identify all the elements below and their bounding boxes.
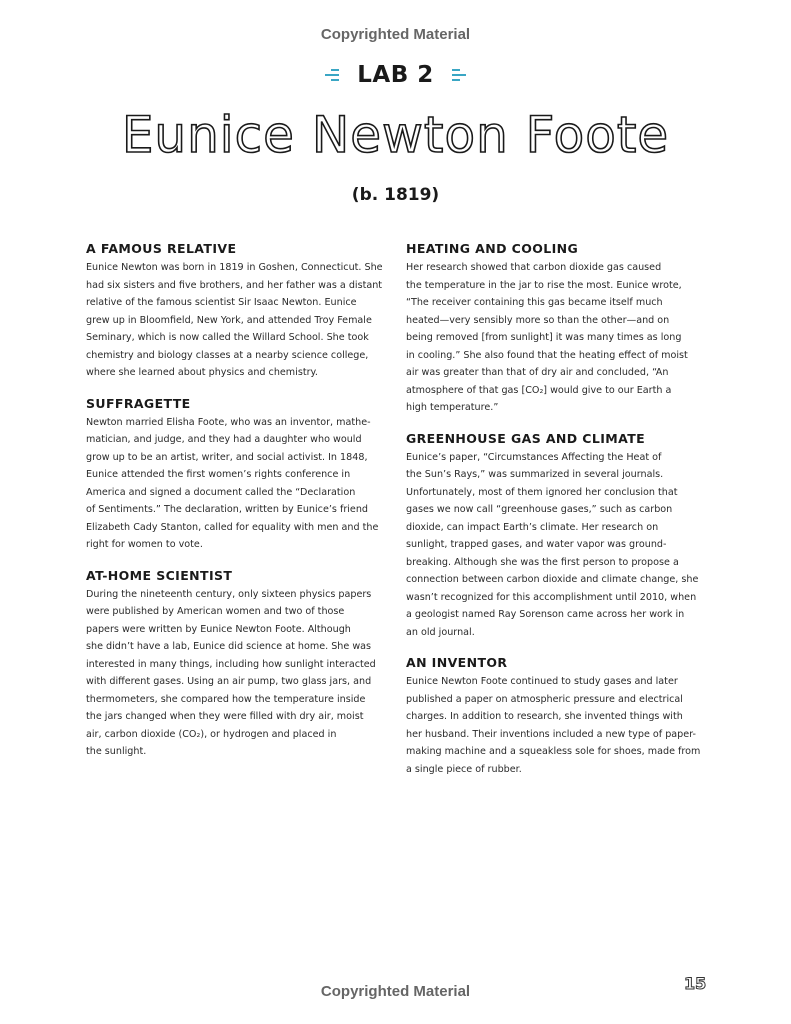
section-heading: HEATING AND COOLING — [406, 241, 579, 256]
decorative-lines-icon — [452, 69, 466, 81]
section-body: Her research showed that carbon dioxide gas caused the temperature in the jar to rise the most. Eunice wrote, “The receiver containing this gas became itself much heated—very sensibly more so than the other—and on being removed [from sunlight] it was many times as long in cooling.” She also found that the heating effect of moist air was greater than that of dry air and concluded, “An atmosphere of that gas [CO₂] would give to our Earth a high temperature.” — [406, 262, 688, 413]
lab-label: LAB 2 — [357, 62, 434, 88]
section-greenhouse-gas — [406, 431, 706, 642]
lab-header — [0, 62, 791, 88]
section-heading: GREENHOUSE GAS AND CLIMATE — [406, 430, 646, 446]
section-an-inventor — [406, 655, 706, 778]
right-column — [406, 241, 706, 792]
section-body: Newton married Elisha Foote, who was an inventor, mathe- matician, and judge, and they had a daughter who would grow up to be an artist, writer, and social activist. In 1848, Eunice attended the first women’s rights conference in America and signed a document called the “Declaration of Sentiments.” The declaration, written by Eunice’s friend Elizabeth Cady Stanton, called for equality with men and the right for women to vote. — [86, 416, 379, 550]
section-heading: A FAMOUS RELATIVE — [86, 241, 237, 256]
birth-year: (b. 1819) — [351, 185, 440, 205]
section-at-home-scientist — [86, 568, 386, 761]
section-body: Eunice Newton was born in 1819 in Goshen, Connecticut. She had six sisters and five brothers, and her father was a distant relative of the famous scientist Sir Isaac Newton. Eunice grew up in Bloomfield, New York, and attended Troy Female Seminary, which is now called the Willard School. She took chemistry and biology classes at a nearby science college, where she learned about physics and chemistry. — [86, 262, 383, 378]
section-heating-cooling — [406, 241, 706, 417]
section-body: Eunice’s paper, “Circumstances Affecting the Heat of the Sun’s Rays,” was summarized in several journals. Unfortunately, most of them ignored her conclusion that gases we now call “greenhouse gases,” such as carbon dioxide, can impact Earth’s climate. Her research on sunlight, trapped gases, and water vapor was ground- breaking. Although she was the first person to propose a connection between carbon dioxide and climate change, she wasn’t recognized for this accomplishment until 2010, when a geologist named Ray Sorenson came across her work in an old journal. — [406, 451, 699, 638]
section-famous-relative — [86, 241, 386, 382]
page-number: 15 — [684, 974, 707, 993]
decorative-lines-icon — [325, 69, 339, 81]
section-heading: AN INVENTOR — [406, 655, 508, 670]
left-column — [86, 241, 386, 775]
section-body: During the nineteenth century, only sixteen physics papers were published by American women and two of those papers were written by Eunice Newton Foote. Although she didn’t have a lab, Eunice did science at home. She was interested in many things, including how sunlight interacted with different gases. Using an air pump, two glass jars, and thermometers, she compared how the temperature inside the jars changed when they were filled with dry air, moist air, carbon dioxide (CO₂), or hydrogen and placed in the sunlight. — [86, 588, 376, 757]
section-heading: AT-HOME SCIENTIST — [86, 567, 233, 583]
section-body: Eunice Newton Foote continued to study gases and later published a paper on atmospheric pressure and electrical charges. In addition to research, she invented things with her husband. Their inventions included a new type of paper- making machine and a squeakless sole for shoes, made from a single piece of rubber. — [406, 676, 701, 775]
watermark-bottom: Copyrighted Material — [320, 983, 471, 1000]
section-suffragette — [86, 396, 386, 554]
section-heading: SUFFRAGETTE — [86, 395, 191, 411]
page-title: Eunice Newton Foote — [121, 106, 670, 164]
watermark-top: Copyrighted Material — [320, 26, 471, 43]
